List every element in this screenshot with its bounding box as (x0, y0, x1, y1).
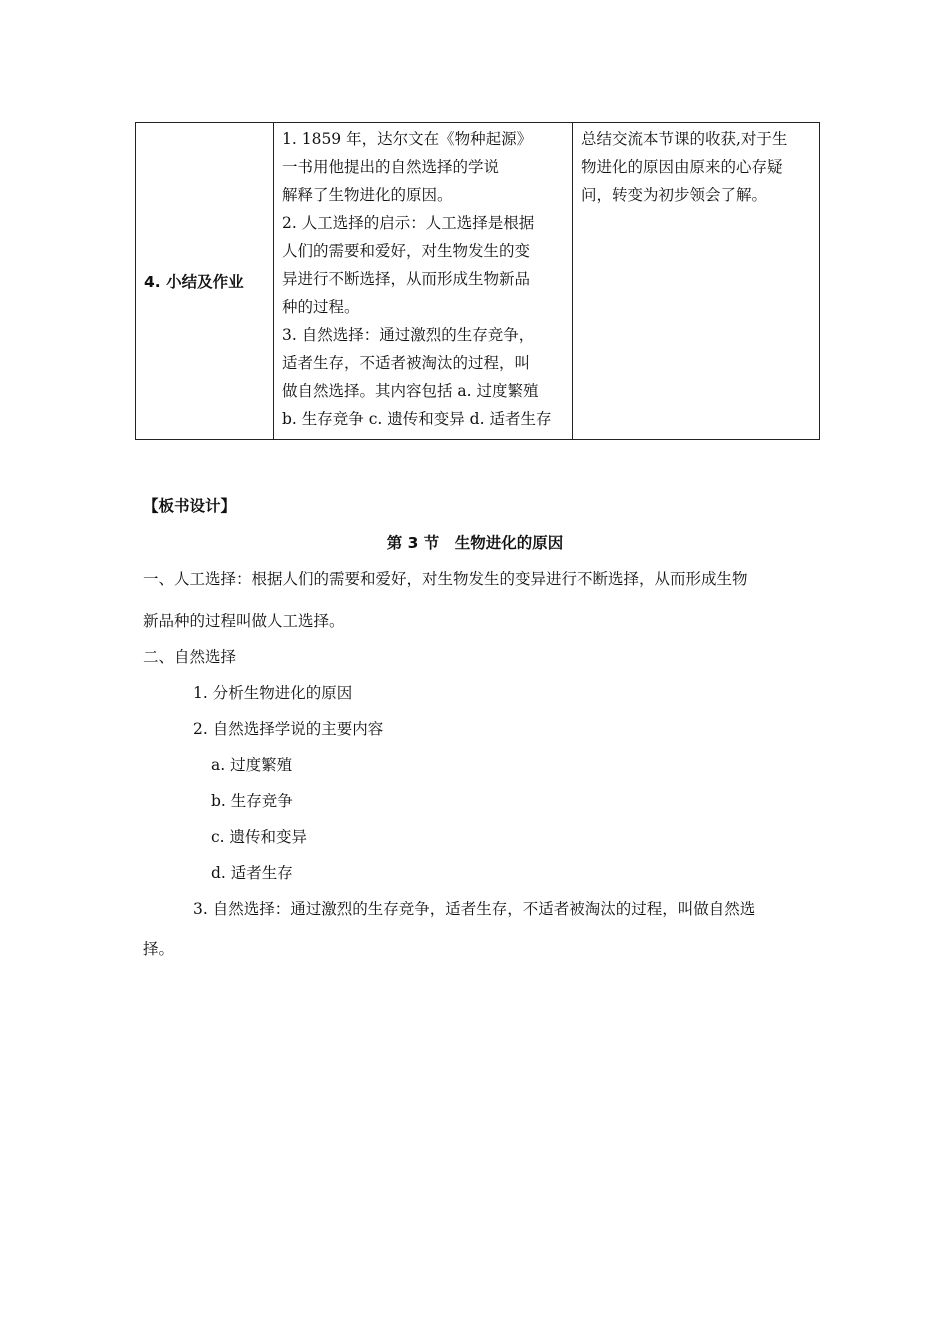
teacher-content-cell (274, 123, 573, 440)
board-subitem-c: c. 遗传和变异 (211, 828, 308, 846)
content-line: 做自然选择。其内容包括 a. 过度繁殖 (282, 382, 539, 400)
board-subitem-d: d. 适者生存 (211, 864, 293, 882)
student-line: 物进化的原因由原来的心存疑 (581, 158, 783, 176)
board-title: 第 3 节 生物进化的原因 (386, 534, 564, 552)
content-line: 种的过程。 (282, 298, 360, 316)
lesson-plan-table (135, 122, 820, 440)
content-line: 人们的需要和爱好，对生物发生的变 (282, 242, 531, 260)
student-line: 问，转变为初步领会了解。 (581, 186, 768, 204)
board-item-1: 1. 分析生物进化的原因 (193, 684, 353, 702)
content-line: 2. 人工选择的启示：人工选择是根据 (282, 214, 535, 232)
board-item-3-line-2: 择。 (143, 940, 175, 958)
content-line: 3. 自然选择：通过激烈的生存竞争， (282, 326, 535, 344)
artificial-selection-line-1: 一、人工选择：根据人们的需要和爱好，对生物发生的变异进行不断选择，从而形成生物 (143, 570, 748, 588)
content-line: 异进行不断选择，从而形成生物新品 (282, 270, 531, 288)
board-item-3-line-1: 3. 自然选择：通过激烈的生存竞争，适者生存，不适者被淘汰的过程，叫做自然选 (193, 900, 756, 918)
content-line: b. 生存竞争 c. 遗传和变异 d. 适者生存 (282, 410, 552, 428)
board-subitem-b: b. 生存竞争 (211, 792, 293, 810)
stage-cell (136, 123, 274, 440)
content-line: 1. 1859 年，达尔文在《物种起源》 (282, 130, 533, 148)
board-design-heading: 【板书设计】 (143, 497, 237, 515)
student-line: 总结交流本节课的收获,对于生 (581, 130, 788, 148)
natural-selection-heading: 二、自然选择 (143, 648, 237, 666)
content-line: 适者生存，不适者被淘汰的过程，叫 (282, 354, 531, 372)
table-row (136, 123, 820, 440)
student-activity-cell (573, 123, 820, 440)
board-subitem-a: a. 过度繁殖 (211, 756, 293, 774)
board-item-2: 2. 自然选择学说的主要内容 (193, 720, 384, 738)
artificial-selection-line-2: 新品种的过程叫做人工选择。 (143, 612, 345, 630)
content-line: 一书用他提出的自然选择的学说 (282, 158, 500, 176)
stage-label: 4. 小结及作业 (144, 273, 244, 291)
content-line: 解释了生物进化的原因。 (282, 186, 453, 204)
